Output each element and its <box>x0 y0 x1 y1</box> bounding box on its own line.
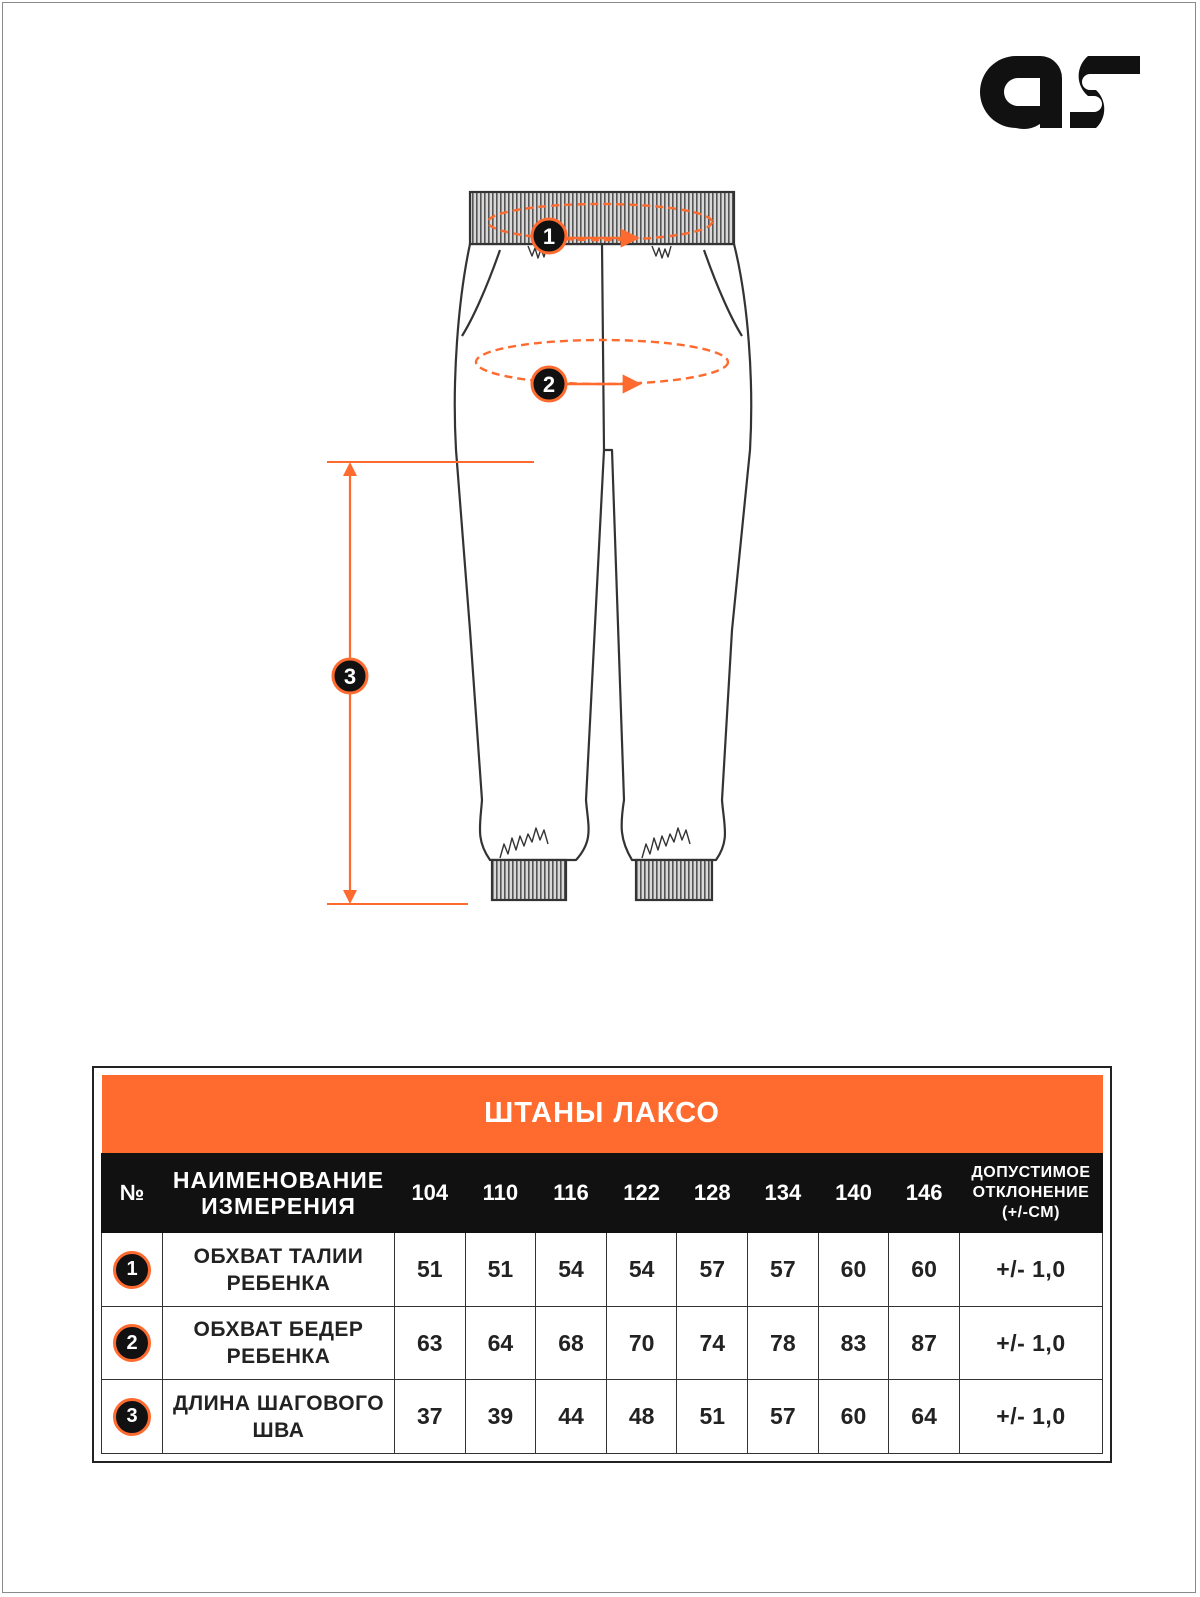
value-cell: 51 <box>677 1380 748 1454</box>
value-cell: 57 <box>748 1380 819 1454</box>
marker-badge: 1 <box>113 1251 151 1289</box>
value-cell: 63 <box>395 1306 466 1380</box>
header-size-116: 116 <box>536 1153 607 1233</box>
header-size-122: 122 <box>606 1153 677 1233</box>
svg-text:1: 1 <box>542 224 556 249</box>
parameter-name-line2: РЕБЕНКА <box>226 1345 331 1369</box>
header-number: № <box>102 1153 163 1233</box>
value-cell: 37 <box>395 1380 466 1454</box>
parameter-name-line1: ОБХВАТ БЕДЕР <box>193 1318 364 1342</box>
value-cell: 78 <box>748 1306 819 1380</box>
value-cell: 54 <box>536 1233 607 1307</box>
table-title: ШТАНЫ ЛАКСО <box>102 1075 1103 1153</box>
value-cell: 54 <box>606 1233 677 1307</box>
header-tolerance-line1: ДОПУСТИМОЕ <box>971 1163 1091 1181</box>
value-cell: 74 <box>677 1306 748 1380</box>
value-cell: 70 <box>606 1306 677 1380</box>
header-parameter-line2: ИЗМЕРЕНИЯ <box>201 1192 356 1219</box>
waistband <box>470 192 734 244</box>
value-cell: 57 <box>748 1233 819 1307</box>
size-chart <box>92 1066 1112 1463</box>
header-parameter-line1: НАИМЕНОВАНИЕ <box>172 1166 385 1193</box>
header-size-128: 128 <box>677 1153 748 1233</box>
header-size-140: 140 <box>818 1153 889 1233</box>
header-size-134: 134 <box>748 1153 819 1233</box>
value-cell: 68 <box>536 1306 607 1380</box>
value-cell: 87 <box>889 1306 960 1380</box>
tolerance-cell: +/- 1,0 <box>959 1380 1102 1454</box>
value-cell: 51 <box>465 1233 536 1307</box>
value-cell: 44 <box>536 1380 607 1454</box>
marker-badge: 2 <box>113 1324 151 1362</box>
header-size-110: 110 <box>465 1153 536 1233</box>
value-cell: 64 <box>889 1380 960 1454</box>
table-row <box>102 1380 1103 1454</box>
marker-1 <box>532 219 566 253</box>
header-tolerance <box>959 1153 1102 1233</box>
value-cell: 64 <box>465 1306 536 1380</box>
header-size-104: 104 <box>395 1153 466 1233</box>
table-header-row <box>102 1153 1103 1233</box>
row-number-cell <box>102 1306 163 1380</box>
parameter-name <box>163 1306 395 1380</box>
right-cuff <box>636 860 712 900</box>
table-row <box>102 1306 1103 1380</box>
value-cell: 60 <box>818 1380 889 1454</box>
row-number-cell <box>102 1233 163 1307</box>
value-cell: 57 <box>677 1233 748 1307</box>
value-cell: 39 <box>465 1380 536 1454</box>
value-cell: 51 <box>395 1233 466 1307</box>
left-cuff <box>492 860 566 900</box>
parameter-name-line1: ДЛИНА ШАГОВОГО <box>172 1391 385 1415</box>
marker-2 <box>532 367 566 401</box>
header-tolerance-line3: (+/-СМ) <box>1001 1203 1060 1221</box>
value-cell: 48 <box>606 1380 677 1454</box>
tolerance-cell: +/- 1,0 <box>959 1233 1102 1307</box>
table-row <box>102 1233 1103 1307</box>
parameter-name-line2: РЕБЕНКА <box>226 1271 331 1295</box>
parameter-name-line2: ШВА <box>252 1418 305 1442</box>
parameter-name-line1: ОБХВАТ ТАЛИИ <box>193 1244 364 1268</box>
marker-3 <box>333 659 367 693</box>
marker-badge: 3 <box>113 1398 151 1436</box>
parameter-name <box>163 1380 395 1454</box>
value-cell: 60 <box>818 1233 889 1307</box>
header-tolerance-line2: ОТКЛОНЕНИЕ <box>972 1183 1090 1201</box>
parameter-name <box>163 1233 395 1307</box>
value-cell: 83 <box>818 1306 889 1380</box>
pants-outline <box>455 244 751 860</box>
header-parameter <box>163 1153 395 1233</box>
svg-text:3: 3 <box>343 664 357 689</box>
svg-text:2: 2 <box>542 372 556 397</box>
tolerance-cell: +/- 1,0 <box>959 1306 1102 1380</box>
value-cell: 60 <box>889 1233 960 1307</box>
row-number-cell <box>102 1380 163 1454</box>
size-table <box>101 1075 1103 1454</box>
header-size-146: 146 <box>889 1153 960 1233</box>
